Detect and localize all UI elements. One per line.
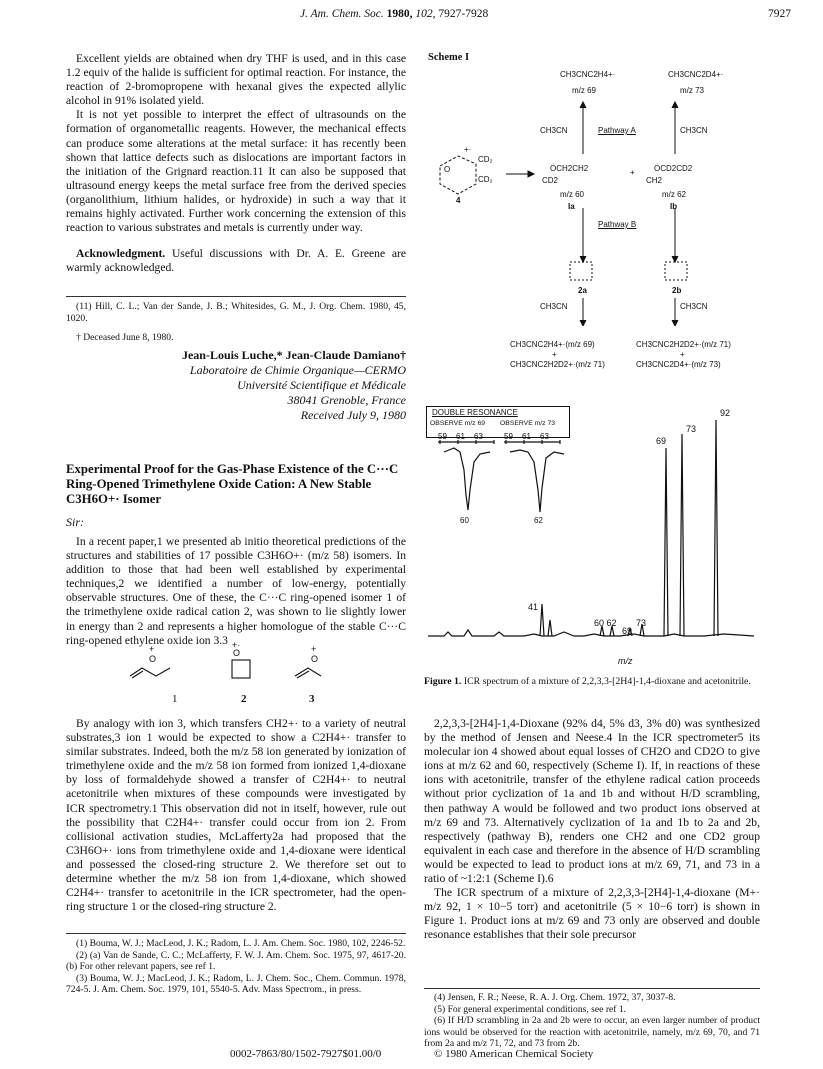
paragraph: Excellent yields are obtained when dry THF is used, and in this case 1.2 equiv of the halide is sufficient for optimal reaction. For instance, the reaction of 2-bromopropene with hexanal gives the expected allylic alcohol in 91% isolated yield. bbox=[66, 52, 406, 108]
tick-label: 59 bbox=[504, 432, 513, 441]
scheme-plus: + bbox=[552, 350, 557, 359]
scheme-mz-60: m/z 60 bbox=[560, 190, 585, 199]
scheme-reagent: CH3CN bbox=[680, 302, 708, 311]
double-resonance-title: DOUBLE RESONANCE bbox=[432, 408, 518, 417]
figure-caption bbox=[424, 676, 760, 688]
affiliation: 38041 Grenoble, France bbox=[287, 393, 406, 407]
svg-text:CD₂: CD₂ bbox=[478, 155, 493, 164]
structure-label: 3 bbox=[309, 693, 315, 705]
scheme-ion-1a-sub: CD2 bbox=[542, 176, 559, 185]
footnote-text: (11) Hill, C. L.; Van der Sande, J. B.; Whitesides, G. M., J. Org. Chem. 1980, 45, 1020. bbox=[66, 301, 406, 324]
scheme-label: Scheme I bbox=[428, 52, 470, 63]
peak-label-41: 41 bbox=[528, 602, 539, 612]
scheme-top-right-mz: m/z 73 bbox=[680, 86, 705, 95]
peak-label-73: 73 bbox=[686, 424, 697, 434]
scheme-ion-4-label: 4 bbox=[456, 196, 461, 205]
scheme-reagent: CH3CN bbox=[680, 126, 708, 135]
scheme-reagent: CH3CN bbox=[540, 302, 568, 311]
footnote-text: (6) If H/D scrambling in 2a and 2b were to occur, an even larger number of product ions would be observed for the reaction with acetonitrile, namely, m/z 69, 70, and 71 from 2a and m/z 71, 72, and 73 from 2b. bbox=[424, 1015, 760, 1050]
paragraph: By analogy with ion 3, which transfers CH2+· to a variety of neutral substrates,3 ion 1 would be expected to show a C2H4+· transfer to similar substrates. Indeed, both the m/z 58 ion generated by ionization of trimethylene oxide and the m/z 58 ion formed from ionized 1,4-dioxane by loss of formaldehyde showed a transfer of C2H4+· to neutral acetonitrile when mixtures of these compounds were investigated by ICR spectrometry.1 This observation did not in itself, however, rule out the possibility that C2H4+· transfer could occur from ion 2. From collisional activation studies, McLafferty2a had proposed that the C3H6O+· ions from trimethylene oxide and 1,4-dioxane were identical and possessed the closed-ring structure 2. We therefore set out to determine whether the m/z 58 ion from 1,4-dioxane, which showed C2H4+· transfer to acetonitrile in the ICR spectrometer, had the open-ring structure 1 or the closed-ring structure 2. bbox=[66, 717, 406, 914]
scheme-label-2b: 2b bbox=[672, 286, 682, 295]
acknowledgment bbox=[66, 247, 406, 275]
affiliation: Laboratoire de Chimie Organique—CERMO bbox=[189, 363, 406, 377]
footnotes-right bbox=[424, 992, 760, 1050]
salutation: Sir: bbox=[66, 515, 84, 529]
scheme-mz-62: m/z 62 bbox=[662, 190, 687, 199]
svg-text:O: O bbox=[149, 654, 157, 664]
peak-label-69: 69 bbox=[656, 436, 667, 446]
svg-text:+·: +· bbox=[464, 145, 472, 154]
page-number: 7927 bbox=[768, 8, 791, 20]
svg-text:O: O bbox=[233, 648, 241, 658]
footnotes-left bbox=[66, 938, 406, 996]
journal-name: J. Am. Chem. Soc. bbox=[300, 8, 384, 20]
structure-label: 1 bbox=[172, 693, 178, 705]
deceased-note: † Deceased June 8, 1980. bbox=[76, 332, 174, 344]
footnote-rule bbox=[66, 296, 406, 297]
dip-label-60: 60 bbox=[460, 516, 469, 525]
journal-pages: 7927-7928 bbox=[438, 8, 489, 20]
footnote-text: (2) (a) Van de Sande, C. C.; McLafferty, F. W. J. Am. Chem. Soc. 1975, 97, 4617-20. (b) For other relevant papers, see ref 1. bbox=[66, 949, 406, 973]
spectrum-figure bbox=[424, 400, 760, 672]
peak-label-60: 60 bbox=[594, 618, 605, 628]
right-column-text bbox=[424, 717, 760, 943]
svg-text:CD₂: CD₂ bbox=[478, 175, 493, 184]
scheme-product: CH3CNC2H2D2+·(m/z 71) bbox=[510, 360, 605, 369]
observe-73: OBSERVE m/z 73 bbox=[500, 420, 556, 427]
spectrum-plot bbox=[424, 400, 760, 672]
scheme-product: CH3CNC2H2D2+·(m/z 71) bbox=[636, 340, 731, 349]
running-header bbox=[300, 8, 540, 20]
acknowledgment-text: Useful discussions with Dr. A. E. Greene are warmly acknowledged. bbox=[66, 247, 406, 275]
scheme-label-2a: 2a bbox=[578, 286, 587, 295]
scheme-top-right-ion: CH3CNC2D4+· bbox=[668, 70, 724, 79]
structure-label: 2 bbox=[241, 693, 247, 705]
scheme-plus: + bbox=[630, 168, 635, 177]
tick-label: 61 bbox=[522, 432, 531, 441]
acknowledgment-label: Acknowledgment. bbox=[76, 247, 166, 261]
paragraph: In a recent paper,1 we presented ab initio theoretical predictions of the structures and stabilities of 17 possible C3H6O+· (m/z 58) isomers. In addition to those that had been well established by experimental techniques,2 we identified a number of low-energy, potentially observable structures. One of these, the C···C ring-opened isomer 1 of the trimethylene oxide radical cation 2, was shown to lie slightly lower in energy than 2 and represents a higher homologue of the stable C···C ring-opened ethylene oxide ion 3.3 bbox=[66, 535, 406, 647]
footer-copyright: © 1980 American Chemical Society bbox=[434, 1048, 594, 1060]
scheme-pathway-a: Pathway A bbox=[598, 126, 636, 135]
tick-label: 63 bbox=[540, 432, 549, 441]
paragraph: 2,2,3,3-[2H4]-1,4-Dioxane (92% d4, 5% d3, 3% d0) was synthesized by the method of Jensen and Neese.4 In the ICR spectrometer5 its molecular ion 4 showed about equal losses of CH2O and CD2O to give ions at m/z 62 and 60, respectively (Scheme I). If, in reactions of these ions with acetonitrile, transfer of the ethylene radical cation proceeds without prior cyclization of 1a and 1b and without H/D scrambling, then pathway A would be followed and two product ions observed at m/z 69 and 73. Alternatively cyclization of 1a and 1b to 2a and 2b, respectively (pathway B), renders one CH2 and one CD2 group equivalent in each case and therefore in the absence of H/D scrambling would be expected to lead to product ions at m/z 69, 71, and 73 in a ratio of ~1:2:1 (Scheme I).6 bbox=[424, 717, 760, 886]
peak-label-62: 62 bbox=[606, 618, 617, 628]
scheme-label-1a: Ia bbox=[568, 202, 575, 211]
peak-label-60-62 bbox=[594, 618, 617, 628]
svg-text:+·: +· bbox=[232, 640, 241, 650]
scheme-plus: + bbox=[680, 350, 685, 359]
footnote-11 bbox=[66, 301, 406, 344]
scheme-ion-1b: ȮCD2CD2 bbox=[654, 164, 693, 173]
svg-text:+: + bbox=[311, 644, 317, 654]
journal-volume: 102, bbox=[415, 8, 436, 20]
caption-text: ICR spectrum of a mixture of 2,2,3,3-[2H4]-1,4-dioxane and acetonitrile. bbox=[463, 676, 751, 687]
footnote-rule bbox=[66, 933, 406, 934]
svg-text:+: + bbox=[149, 644, 155, 654]
authors: Jean-Louis Luche,* Jean-Claude Damiano† bbox=[181, 348, 406, 362]
article-paragraph-1 bbox=[66, 535, 406, 648]
structures-figure bbox=[120, 640, 380, 710]
scheme-top-left-ion: CH3CNC2H4+· bbox=[560, 70, 616, 79]
peak-label-small-69: 69 bbox=[622, 626, 633, 636]
journal-year: 1980, bbox=[386, 8, 413, 20]
svg-text:O: O bbox=[444, 165, 451, 174]
scheme-reagent: CH3CN bbox=[540, 126, 568, 135]
left-column-top bbox=[66, 52, 406, 275]
scheme-label-1b: Ib bbox=[670, 202, 678, 211]
caption-label: Figure 1. bbox=[424, 676, 462, 687]
scheme-ion-1b-sub: CH2 bbox=[646, 176, 663, 185]
affiliation: Université Scientifique et Médicale bbox=[237, 378, 406, 392]
article-title: Experimental Proof for the Gas-Phase Existence of the C···C Ring-Opened Trimethylene Oxide Cation: A New Stable C3H6O+· Isomer bbox=[66, 462, 399, 506]
received-date: Received July 9, 1980 bbox=[300, 408, 406, 422]
footnote-text: (5) For general experimental conditions, see ref 1. bbox=[434, 1003, 627, 1015]
scheme-ion-1a: ȮCH2CH2 bbox=[550, 164, 589, 173]
scheme-pathway-b: Pathway B bbox=[598, 220, 637, 229]
footnote-text: (1) Bouma, W. J.; MacLeod, J. K.; Radom, L. J. Am. Chem. Soc. 1980, 102, 2246-52. bbox=[76, 938, 406, 949]
author-block bbox=[66, 348, 406, 423]
tick-label: 59 bbox=[438, 432, 447, 441]
scheme-top-left-mz: m/z 69 bbox=[572, 86, 597, 95]
scheme-product: CH3CNC2D4+·(m/z 73) bbox=[636, 360, 721, 369]
scheme-product: CH3CNC2H4+·(m/z 69) bbox=[510, 340, 595, 349]
tick-label: 61 bbox=[456, 432, 465, 441]
footer-code: 0002-7863/80/1502-7927$01.00/0 bbox=[230, 1048, 382, 1060]
footnote-text: (3) Bouma, W. J.; MacLeod, J. K.; Radom, L. J. Chem. Soc., Chem. Commun. 1978, 724-5. J. Am. Chem. Soc. 1979, 101, 5540-5. Adv. Mass Spectrom., in press. bbox=[66, 972, 406, 996]
tick-label: 63 bbox=[474, 432, 483, 441]
paragraph: It is not yet possible to interpret the effect of ultrasounds on the formation of organometallic reagents. However, the mechanical effects can produce some alterations at the metal surface: it has recently been shown that lattice defects such as dislocations are important factors in the initiation of the Grignard reaction.11 It can also be supposed that ultrasound energy keeps the metal surface free from the derived species (organolithium, lithium halides, or hydroxide) in such a way that it remains highly activated. Further work concerning the extension of this reaction to various substrates and metals is currently under way. bbox=[66, 108, 406, 235]
x-axis-label: m/z bbox=[618, 656, 633, 666]
peak-label-small-73: 73 bbox=[636, 618, 647, 628]
svg-text:O: O bbox=[311, 654, 319, 664]
footnote-text: (4) Jensen, F. R.; Neese, R. A. J. Org. Chem. 1972, 37, 3037-8. bbox=[434, 992, 676, 1003]
peak-label-92: 92 bbox=[720, 408, 731, 418]
paragraph: The ICR spectrum of a mixture of 2,2,3,3-[2H4]-1,4-dioxane (M+· m/z 92, 1 × 10−5 torr) and acetonitrile (5 × 10−6 torr) is shown in Figure 1. Product ions at m/z 69 and 73 only are observed and double resonance establishes that their sole precursor bbox=[424, 886, 760, 942]
footnote-rule bbox=[424, 988, 760, 989]
article-paragraph-2 bbox=[66, 717, 406, 914]
dip-label-62: 62 bbox=[534, 516, 543, 525]
observe-69: OBSERVE m/z 69 bbox=[430, 420, 486, 427]
